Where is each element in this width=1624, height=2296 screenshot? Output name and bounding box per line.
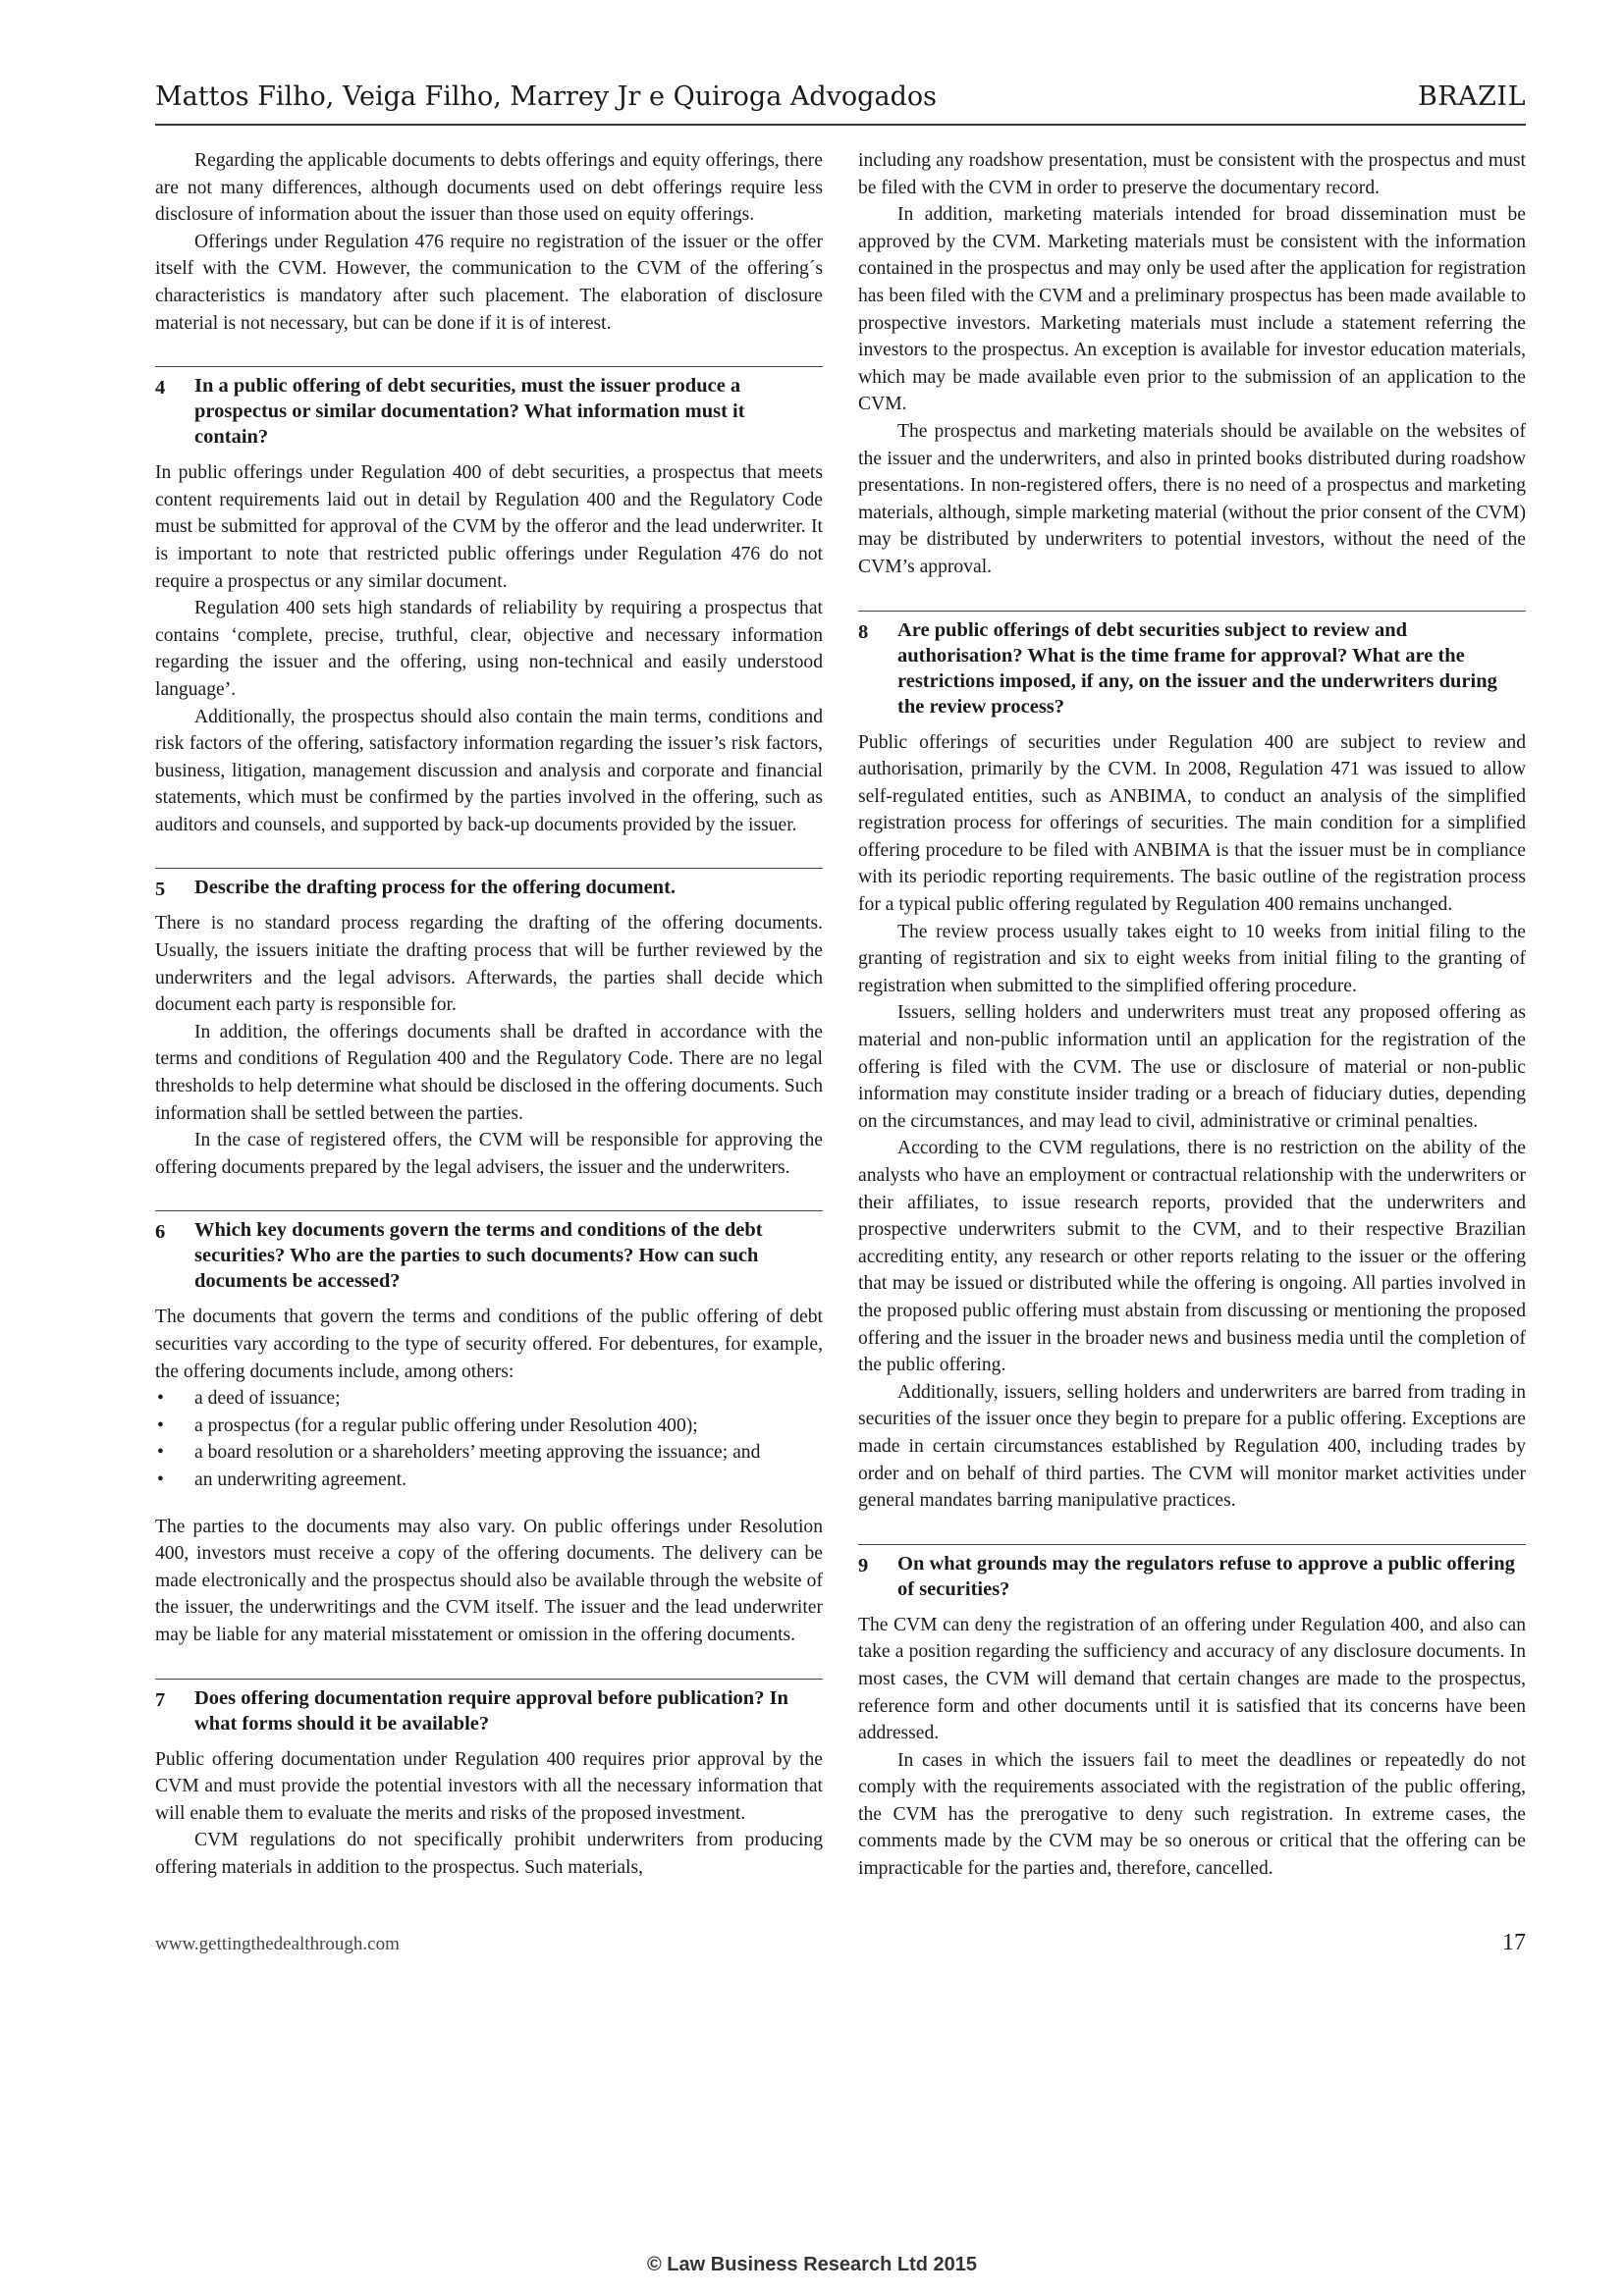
paragraph: Regarding the applicable documents to debts offerings and equity offerings, there are not many differences, although documents used on debt offerings require less disclosure of information about the issuer than those used on equity offerings. bbox=[155, 150, 823, 226]
page-number: 17 bbox=[1502, 1930, 1526, 1955]
paragraph: In addition, the offerings documents shall be drafted in accordance with the terms and conditions of Regulation 400 and the Regulatory Code. There are no legal thresholds to help determine what should be disclosed in the offering documents. Such information shall be settled between the parties. bbox=[155, 1021, 823, 1124]
bullet-icon: • bbox=[157, 1415, 164, 1436]
bullet-icon: • bbox=[157, 1442, 164, 1464]
bullet-icon: • bbox=[157, 1388, 164, 1410]
bullet-icon: • bbox=[157, 1468, 164, 1490]
list-item bbox=[155, 1385, 823, 1413]
paragraph: CVM regulations do not specifically prohibit underwriters from producing offering materials in addition to the prospectus. Such materials, bbox=[155, 1830, 823, 1878]
list-item-text: a deed of issuance; bbox=[194, 1388, 341, 1410]
paragraph: The documents that govern the terms and conditions of the public offering of debt securities vary according to the type of security offered. For debentures, for example, the offering documents include, among others: bbox=[155, 1307, 823, 1382]
paragraph: Public offering documentation under Regulation 400 requires prior approval by the CVM and must provide the potential investors with all the necessary information that will enable them to evaluate the merits and risks of the proposed investment. bbox=[155, 1748, 823, 1824]
list-item bbox=[155, 1413, 823, 1440]
question-number: 7 bbox=[155, 1688, 166, 1711]
paragraph: According to the CVM regulations, there is no restriction on the ability of the analysts who have an employment or contractual relationship with the underwriters or their affiliates, to issue research reports, provided that the underwriters and prospective underwriters submit to the CVM, and to their respective Brazilian accrediting entity, any research or other reports relating to the issuer or the offering that may be issued or distributed while the offering is ongoing. All parties involved in the proposed public offering must abstain from discussing or mentioning the proposed offering and the issuer in the broader news and business media until the completion of the public offering. bbox=[858, 1138, 1526, 1376]
website-url: www.gettingthedealthrough.com bbox=[155, 1934, 400, 1954]
question-number: 8 bbox=[858, 620, 869, 643]
question-heading-7 bbox=[155, 1679, 823, 1736]
paragraph: Offerings under Regulation 476 require no registration of the issuer or the offer itself with the CVM. However, the communication to the CVM of the offering´s characteristics is mandatory after such placement. The elaboration of disclosure material is not necessary, but can be done if it is of interest. bbox=[155, 231, 823, 334]
paragraph: The parties to the documents may also vary. On public offerings under Resolution 400, investors must receive a copy of the offering documents. The delivery can be made electronically and the prospectus should also be available through the website of the issuer, the underwritings and the CVM itself. The issuer and the lead underwriter may be liable for any material misstatement or omission in the offering documents. bbox=[155, 1516, 823, 1645]
page-header bbox=[155, 69, 1526, 126]
paragraph: In addition, marketing materials intended for broad dissemination must be approved by the CVM. Marketing materials must be consistent with the information contained in the prospectus and may only be used after the application for registration has been filed with the CVM and a preliminary prospectus has been made available to prospective investors. Marketing materials must include a statement referring the investors to the prospectus. An exception is available for investor education materials, which may be made available even prior to the submission of an application to the CVM. bbox=[858, 204, 1526, 415]
paragraph: Additionally, the prospectus should also contain the main terms, conditions and risk factors of the offering, satisfactory information regarding the issuer’s risk factors, business, litigation, management discussion and analysis and corporate and financial statements, which must be confirmed by the parties involved in the offering, such as auditors and counsels, and supported by back-up documents provided by the issuer. bbox=[155, 706, 823, 835]
paragraph: The prospectus and marketing materials should be available on the websites of the issuer and the underwriters, and also in printed books distributed during roadshow presentations. In non-registered offers, there is no need of a prospectus and marketing materials, although, simple marketing material (without the prior consent of the CVM) may be distributed by underwriters to potential investors, without the need of the CVM’s approval. bbox=[858, 420, 1526, 577]
bullet-list bbox=[155, 1385, 823, 1493]
paragraph: Additionally, issuers, selling holders and underwriters are barred from trading in securities of the issuer once they begin to prepare for a public offering. Exceptions are made in certain circumstances established by Regulation 400, including trades by order and on behalf of third parties. The CVM will monitor market activities under general mandates barring manipulative practices. bbox=[858, 1381, 1526, 1512]
question-text: Are public offerings of debt securities subject to review and authorisation? What is the time frame for approval? What are the restrictions imposed, if any, on the issuer and the underwriters during the review process? bbox=[897, 618, 1497, 718]
question-heading-4 bbox=[155, 366, 823, 450]
question-text: Describe the drafting process for the offering document. bbox=[194, 877, 677, 899]
spacer bbox=[155, 1494, 823, 1514]
list-item-text: an underwriting agreement. bbox=[194, 1468, 406, 1490]
question-text: Which key documents govern the terms and conditions of the debt securities? Who are the parties to such documents? How can such documents be accessed? bbox=[194, 1219, 763, 1293]
left-column bbox=[155, 147, 823, 1882]
right-column bbox=[858, 147, 1526, 1883]
question-number: 5 bbox=[155, 879, 166, 901]
question-heading-8 bbox=[858, 611, 1526, 720]
question-number: 4 bbox=[155, 377, 166, 400]
paragraph: There is no standard process regarding the drafting of the offering documents. Usually, the issuers initiate the drafting process that will be further reviewed by the underwriters and the legal advisors. Afterwards, the parties shall decide which document each party is responsible for. bbox=[155, 913, 823, 1016]
paragraph: The review process usually takes eight to 10 weeks from initial filing to the granting of registration and six to eight weeks from initial filing to the granting of registration when submitted to the simplified offering procedure. bbox=[858, 921, 1526, 996]
question-heading-5 bbox=[155, 868, 823, 900]
paragraph: In public offerings under Regulation 400 of debt securities, a prospectus that meets content requirements laid out in detail by Regulation 400 and the Regulatory Code must be submitted for approval of the CVM by the offeror and the lead underwriter. It is important to note that restricted public offerings under Regulation 476 do not require a prospectus or any similar document. bbox=[155, 462, 823, 592]
list-item-text: a board resolution or a shareholders’ meeting approving the issuance; and bbox=[194, 1442, 761, 1464]
question-text: On what grounds may the regulators refuse to approve a public offering of securities? bbox=[897, 1552, 1515, 1600]
question-heading-6 bbox=[155, 1210, 823, 1294]
list-item-text: a prospectus (for a regular public offering under Resolution 400); bbox=[194, 1415, 698, 1436]
copyright-notice: © Law Business Research Ltd 2015 bbox=[647, 2254, 977, 2275]
question-number: 6 bbox=[155, 1221, 166, 1244]
paragraph: Regulation 400 sets high standards of reliability by requiring a prospectus that contains ‘complete, precise, truthful, clear, objective and necessary information regarding the issuer and the offering, using non-technical and easily understood language’. bbox=[155, 598, 823, 700]
country-label: BRAZIL bbox=[1417, 81, 1526, 112]
list-item bbox=[155, 1467, 823, 1494]
paragraph: In cases in which the issuers fail to meet the deadlines or repeatedly do not comply with the requirements associated with the registration of the public offering, the CVM has the prerogative to deny such registration. In extreme cases, the comments made by the CVM may be so onerous or critical that the offering can be impracticable for the parties and, therefore, cancelled. bbox=[858, 1749, 1526, 1880]
question-text: In a public offering of debt securities, must the issuer produce a prospectus or similar documentation? What information must it contain? bbox=[194, 375, 745, 449]
list-item bbox=[155, 1439, 823, 1467]
paragraph: Public offerings of securities under Regulation 400 are subject to review and authorisation, primarily by the CVM. In 2008, Regulation 471 was issued to allow self-regulated entities, such as ANBIMA, to conduct an analysis of the simplified registration process for offerings of securities. The main condition for a simplified offering procedure to be filed with ANBIMA is that the issuer must be in compliance with its periodic reporting requirements. The basic outline of the registration process for a typical public offering regulated by Regulation 400 remains unchanged. bbox=[858, 731, 1526, 916]
paragraph: Issuers, selling holders and underwriters must treat any proposed offering as material and non-public information until an application for the registration of the offering is filed with the CVM. The use or disclosure of material or non-public information may constitute insider trading or a breach of fiduciary duties, depending on the circumstances, and may lead to civil, administrative or criminal penalties. bbox=[858, 1002, 1526, 1132]
paragraph: The CVM can deny the registration of an offering under Regulation 400, and also can take a position regarding the sufficiency and accuracy of any disclosure documents. In most cases, the CVM will demand that certain changes are made to the prospectus, reference form and other documents until it is satisfied that its concerns have been addressed. bbox=[858, 1614, 1526, 1744]
paragraph: In the case of registered offers, the CVM will be responsible for approving the offering documents prepared by the legal advisers, the issuer and the underwriters. bbox=[155, 1130, 823, 1178]
question-text: Does offering documentation require approval before publication? In what forms should it be available? bbox=[194, 1686, 788, 1735]
paragraph: including any roadshow presentation, must be consistent with the prospectus and must be filed with the CVM in order to preserve the documentary record. bbox=[858, 150, 1526, 198]
question-heading-9 bbox=[858, 1544, 1526, 1602]
question-number: 9 bbox=[858, 1554, 869, 1576]
firm-name: Mattos Filho, Veiga Filho, Marrey Jr e Quiroga Advogados bbox=[155, 81, 937, 112]
